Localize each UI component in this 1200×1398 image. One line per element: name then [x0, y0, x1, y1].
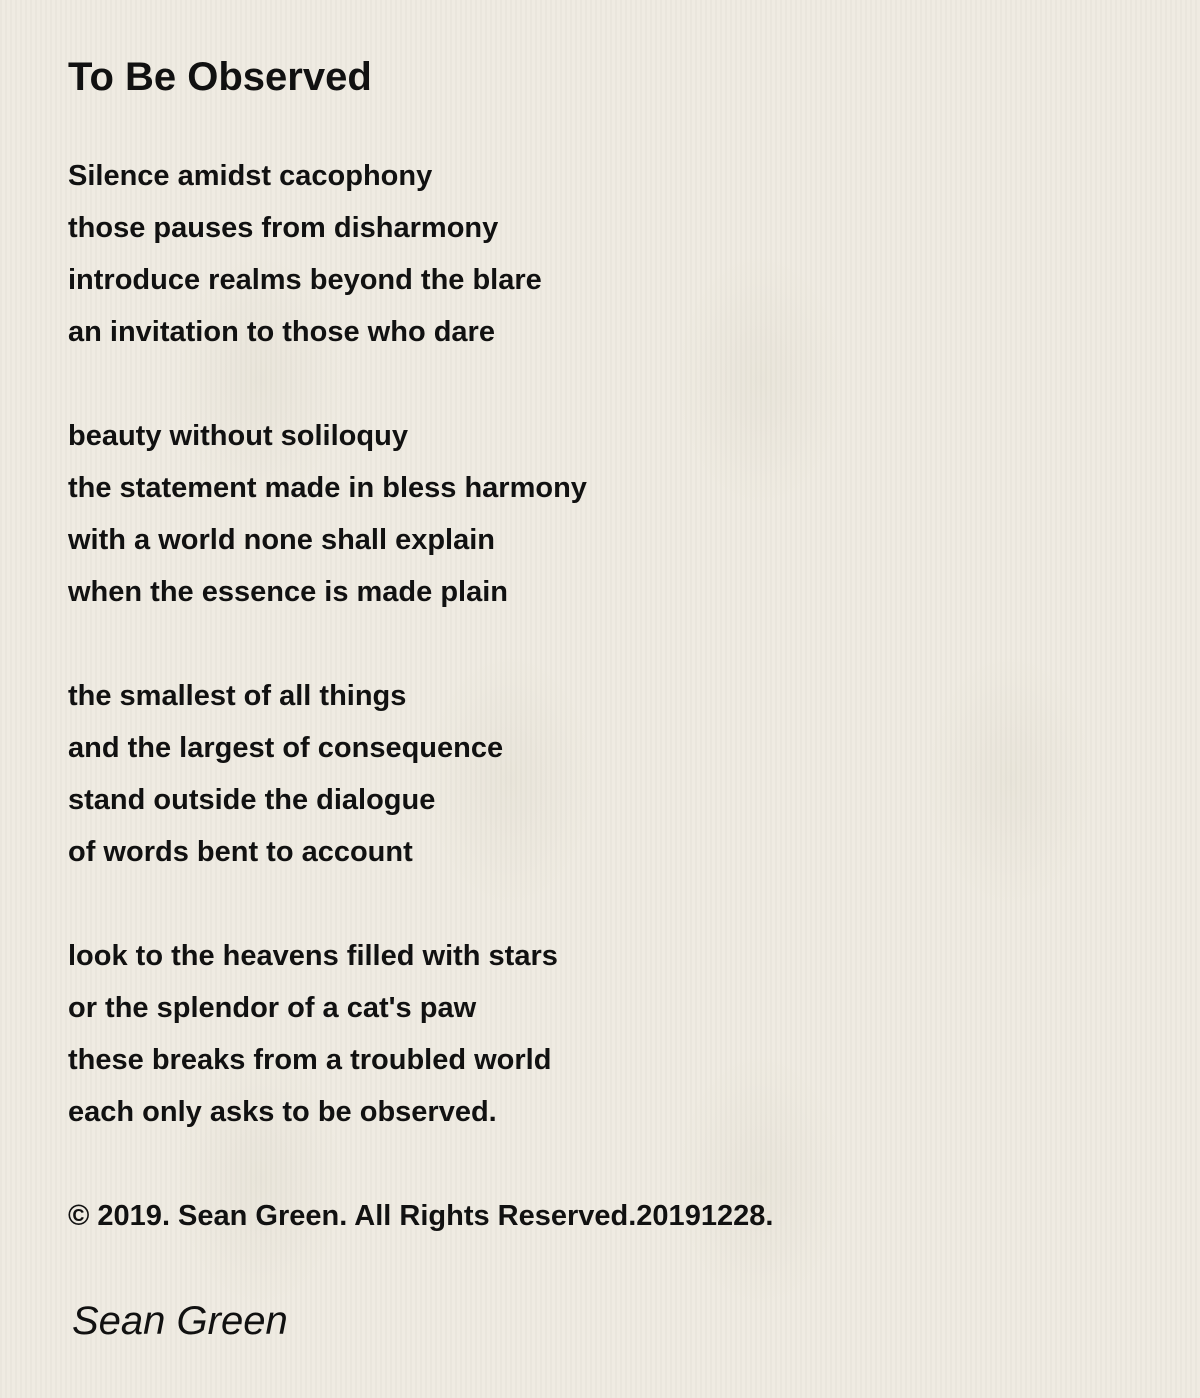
poem-line: introduce realms beyond the blare	[68, 264, 542, 296]
copyright-notice: © 2019. Sean Green. All Rights Reserved.20191228.	[68, 1200, 774, 1232]
stanza-2	[68, 410, 1148, 618]
poem-line: and the largest of consequence	[68, 732, 504, 764]
stanza-4	[68, 930, 1148, 1138]
author-name: Sean Green	[72, 1299, 288, 1343]
poem-title: To Be Observed	[68, 55, 372, 99]
poem-line: an invitation to those who dare	[68, 316, 495, 348]
poem-line: each only asks to be observed.	[68, 1096, 497, 1128]
poem-line: with a world none shall explain	[68, 524, 496, 556]
poem-line: the smallest of all things	[68, 680, 407, 712]
poem-line: stand outside the dialogue	[68, 784, 436, 816]
poem-line: or the splendor of a cat's paw	[68, 992, 477, 1024]
poem-line: of words bent to account	[68, 836, 413, 868]
poem-line: look to the heavens filled with stars	[68, 940, 558, 972]
stanza-3	[68, 670, 1148, 878]
poem-line: the statement made in bless harmony	[68, 472, 587, 504]
poem-line: Silence amidst cacophony	[68, 160, 433, 192]
stanza-1	[68, 150, 1148, 358]
poem-line: these breaks from a troubled world	[68, 1044, 552, 1076]
poem-line: those pauses from disharmony	[68, 212, 499, 244]
poem-line: beauty without soliloquy	[68, 420, 408, 452]
poem-line: when the essence is made plain	[68, 576, 508, 608]
poem-body	[68, 150, 1148, 1242]
